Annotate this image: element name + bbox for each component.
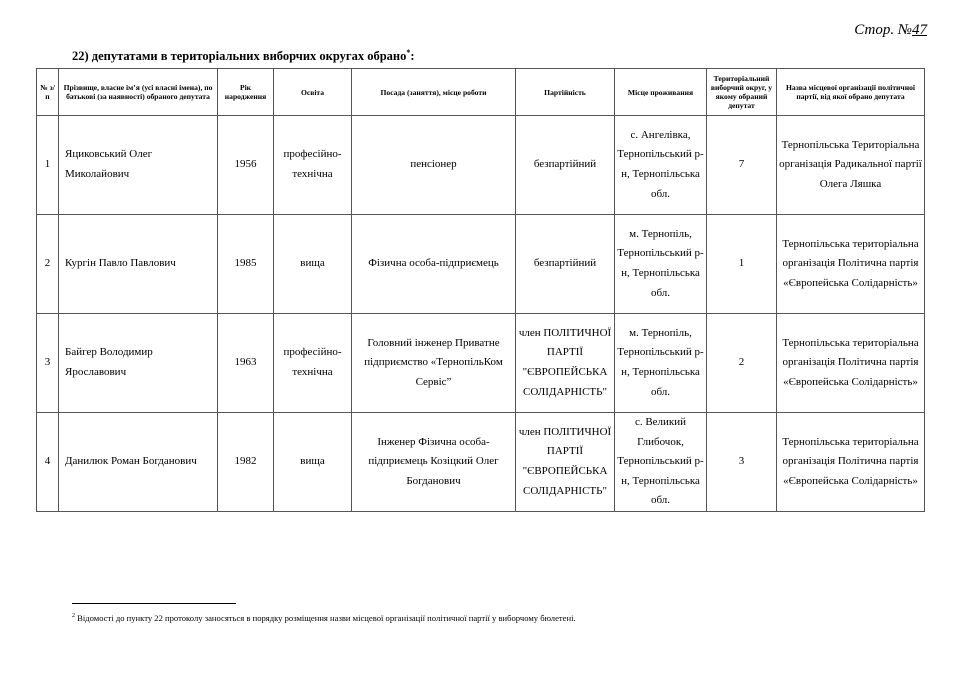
header-cell-position: Посада (заняття), місце роботи [352,69,516,116]
cell-education: професійно-технічна [274,116,352,215]
footnote-text: Відомості до пункту 22 протоколу заносяться в порядку розміщення назви місцевої організації політичної партії у виборчому бюлетені. [77,613,576,623]
cell-district: 1 [707,215,777,314]
cell-name: Яциковський Олег Миколайович [59,116,218,215]
page-number-value: 47 [912,22,927,38]
cell-district: 7 [707,116,777,215]
cell-name: Данилюк Роман Богданович [59,413,218,512]
cell-number: 3 [37,314,59,413]
deputies-table [36,68,925,512]
cell-party-membership: член ПОЛІТИЧНОЇ ПАРТІЇ "ЄВРОПЕЙСЬКА СОЛІДАРНІСТЬ" [516,314,615,413]
header-cell-number: № з/п [37,69,59,116]
cell-residence: с. Великий Глибочок, Тернопільський р-н, Тернопільська обл. [615,413,707,512]
cell-number: 4 [37,413,59,512]
header-cell-party-organization: Назва місцевої організації політичної партії, від якої обрано депутата [777,69,925,116]
cell-party-organization: Тернопільська територіальна організація Політична партія «Європейська Солідарність» [777,413,925,512]
section-heading-footnote-mark: * [406,48,411,57]
cell-district: 2 [707,314,777,413]
cell-position: Головний інженер Приватне підприємство «ТернопільКом Сервіс” [352,314,516,413]
footnote-mark: 2 [72,613,75,620]
page-number-label: Стор. № [854,22,912,38]
section-heading-suffix: : [410,49,415,64]
cell-birth-year: 1963 [218,314,274,413]
header-cell-district: Територіальний виборчий округ, у якому обраний депутат [707,69,777,116]
cell-position: пенсіонер [352,116,516,215]
cell-residence: м. Тернопіль, Тернопільський р-н, Тернопільська обл. [615,215,707,314]
header-cell-party-membership: Партійність [516,69,615,116]
section-heading-text: 22) депутатами в територіальних виборчих округах обрано [72,49,407,64]
cell-education: професійно-технічна [274,314,352,413]
cell-birth-year: 1985 [218,215,274,314]
header-cell-residence: Місце проживання [615,69,707,116]
cell-number: 2 [37,215,59,314]
cell-birth-year: 1982 [218,413,274,512]
cell-residence: м. Тернопіль, Тернопільський р-н, Тернопільська обл. [615,314,707,413]
page-number [854,22,927,39]
cell-residence: с. Ангелівка, Тернопільський р-н, Тернопільська обл. [615,116,707,215]
cell-party-organization: Тернопільська територіальна організація Політична партія «Європейська Солідарність» [777,314,925,413]
cell-party-membership: безпартійний [516,215,615,314]
cell-education: вища [274,215,352,314]
footnote-divider [72,603,236,604]
cell-party-organization: Тернопільська Територіальна організація Радикальної партії Олега Ляшка [777,116,925,215]
header-cell-birth-year: Рік народження [218,69,274,116]
cell-education: вища [274,413,352,512]
table-row [37,413,925,512]
cell-position: Фізична особа-підприємець [352,215,516,314]
cell-party-membership: член ПОЛІТИЧНОЇ ПАРТІЇ "ЄВРОПЕЙСЬКА СОЛІДАРНІСТЬ" [516,413,615,512]
cell-party-membership: безпартійний [516,116,615,215]
section-heading [72,48,415,64]
cell-birth-year: 1956 [218,116,274,215]
table-row [37,314,925,413]
cell-name: Байгер Володимир Ярославович [59,314,218,413]
table-body [37,116,925,512]
cell-name: Кургін Павло Павлович [59,215,218,314]
cell-number: 1 [37,116,59,215]
footnote [72,613,576,623]
header-cell-education: Освіта [274,69,352,116]
cell-position: Інженер Фізична особа-підприємець Козіцкий Олег Богданович [352,413,516,512]
header-row [37,69,925,116]
header-cell-name: Прізвище, власне ім’я (усі власні імена), по батькові (за наявності) обраного депутата [59,69,218,116]
table-row [37,116,925,215]
cell-party-organization: Тернопільська територіальна організація Політична партія «Європейська Солідарність» [777,215,925,314]
table-row [37,215,925,314]
table-header [37,69,925,116]
cell-district: 3 [707,413,777,512]
